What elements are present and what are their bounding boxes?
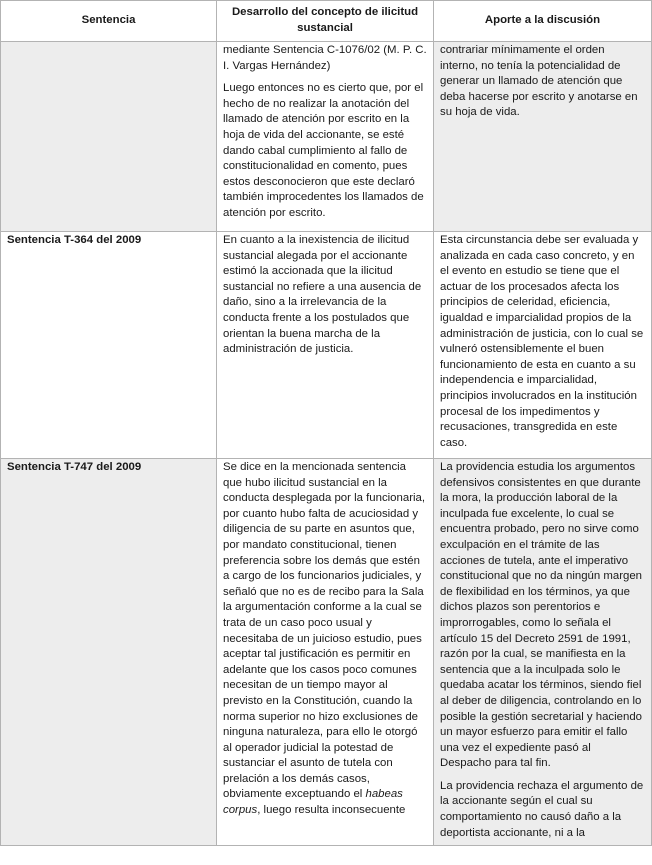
table-row — [1, 232, 652, 459]
row-2-aporte-p1: Esta circunstancia debe ser evaluada y analizada en cada caso concreto, y en el evento en estudio se tiene que el actuar de los procesados afecta los principios de celeridad, eficiencia, igualdad e imparcialidad propios de la administración de justicia, con lo cual se vulneró ostensiblemente el buen funcionamiento de esta en cuanto a su independencia e imparcialidad, principios involucrados en la institución procesal de los impedimentos y recusaciones, transgredida en este caso. — [440, 234, 644, 449]
row-2-desarrollo — [217, 232, 434, 459]
table-row — [1, 42, 652, 232]
row-1-desarrollo — [217, 42, 434, 232]
row-3-desarrollo-tail: , luego resulta inconsecuente — [257, 804, 406, 817]
row-1-desarrollo-p2: Luego entonces no es cierto que, por el hecho de no realizar la anotación del llamado de atención por escrito en la hoja de vida del accionante, se esté dando cabal cumplimiento al fallo de constitucionalidad en comento, pues estos desconocieron que este declaró también improcedentes los llamados de atención por escrito. — [223, 82, 424, 219]
row-3-desarrollo-p1 — [223, 460, 427, 819]
row-1-aporte — [434, 42, 652, 232]
row-3-aporte-p1: La providencia estudia los argumentos defensivos consistentes en que durante la mora, la producción laboral de la inculpada fue excelente, lo cual se encuentra probado, pero no sirve como exculpación en el trámite de las acciones de tutela, ante el imperativo constitucional que no da ningún margen de flexibilidad en los términos, ya que dichos plazos son perentorios e improrrogables, como lo señala el artículo 15 del Decreto 2591 de 1991, razón por la cual, se manifiesta en la sentencia que a la inculpada solo le quedaba acatar los términos, siendo fiel al deber de diligencia, controlando en lo posible la gestión secretarial y haciendo un mayor esfuerzo para emitir el fallo una vez el expediente pasó al Despacho para tal fin. — [440, 461, 643, 770]
row-3-desarrollo — [217, 459, 434, 846]
header-desarrollo: Desarrollo del concepto de ilicitud sustancial — [217, 1, 434, 42]
row-3-aporte-p2: La providencia rechaza el argumento de la accionante según el cual su comportamiento no causó daño a la deportista accionante, ni a la — [440, 779, 644, 839]
header-sentencia: Sentencia — [1, 1, 217, 42]
table-row — [1, 459, 652, 846]
row-1-desarrollo-p1: mediante Sentencia C-1076/02 (M. P. C. I. Vargas Hernández) — [223, 44, 427, 72]
row-3-desarrollo-text: Se dice en la mencionada sentencia que hubo ilicitud sustancial en la conducta desplegada por la funcionaria, por cuanto hubo falta de acuciosidad y diligencia de su parte en asuntos que, por mandato constitucional, tienen preferencia sobre los demás que estén a cargo de los funcionarios judiciales, y señaló que no es de recibo para la Sala la argumentación conforme a la cual se trata de un caso poco usual y necesitaba de un juicioso estudio, pues aceptar tal justificación es permitir en adelante que los casos poco comunes necesitan de un tiempo mayor al previsto en la Constitución, cuando la norma superior no hizo exclusiones de ninguna naturaleza, para ello le otorgó al operador judicial la potestad de sustanciar el asunto de tutela con prelación a los demás casos, obviamente exceptuando el — [223, 461, 426, 801]
row-3-sentencia: Sentencia T-747 del 2009 — [1, 459, 217, 846]
row-2-sentencia: Sentencia T-364 del 2009 — [1, 232, 217, 459]
row-1-aporte-p1: contrariar mínimamente el orden interno, no tenía la potencialidad de generar un llamado de atención que deba hacerse por escrito y anotarse en su hoja de vida. — [440, 44, 638, 119]
row-2-desarrollo-p1: En cuanto a la inexistencia de ilicitud sustancial alegada por el accionante estimó la accionada que la ilicitud sustancial no refiere a una ausencia de daño, sino a la irrelevancia de la conducta frente a los postulados que orientan la buena marcha de la administración de justicia. — [223, 234, 422, 356]
row-3-desarrollo-italic-habeas: habeas — [365, 788, 403, 801]
row-3-desarrollo-italic-corpus: corpus — [223, 804, 258, 817]
row-3-aporte — [434, 459, 652, 846]
row-2-aporte — [434, 232, 652, 459]
row-1-sentencia — [1, 42, 217, 232]
header-row — [1, 1, 652, 42]
header-aporte: Aporte a la discusión — [434, 1, 652, 42]
